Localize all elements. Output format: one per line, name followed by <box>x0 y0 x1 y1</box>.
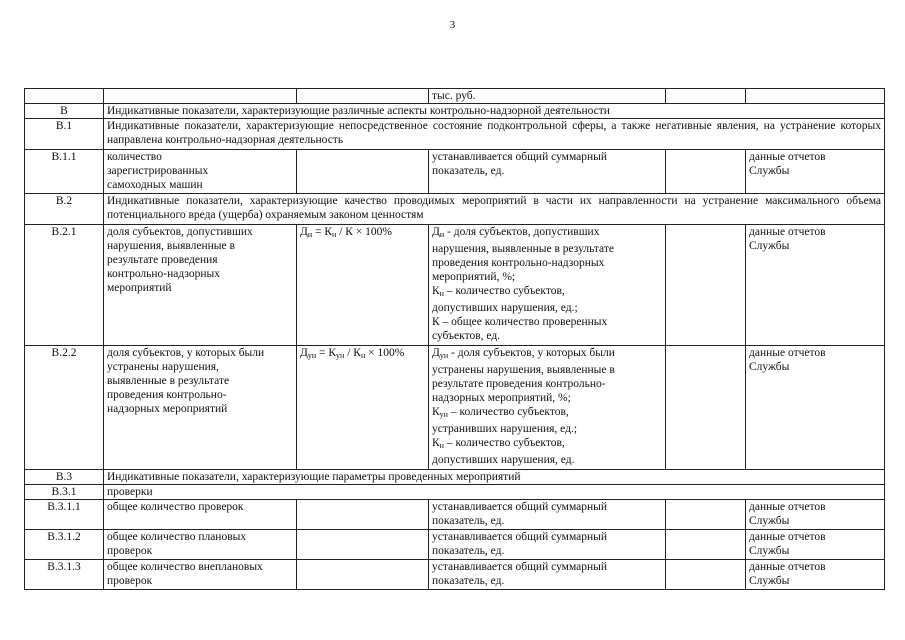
section-code: В.3 <box>25 470 104 485</box>
section-code: В.3.1 <box>25 485 104 500</box>
section-code: В.2 <box>25 194 104 225</box>
indicator-description: $Д_н$ - доля субъектов, допустивших нарушения, выявленные в результате проведения контрольно-надзорных мероприятий, %; $К_н$ – количество субъектов, допустивших нарушения, ед.; К – общее количество проверенных субъектов, ед. <box>429 225 666 346</box>
row-code: В.2.1 <box>25 225 104 346</box>
section-row <box>25 119 885 150</box>
table-row <box>25 89 885 104</box>
section-title: Индикативные показатели, характеризующие качество проводимых мероприятий в части их направленности на устранение максимального объема потенциального вреда (ущерба) охраняемым законом ценностям <box>104 194 885 225</box>
data-source: данные отчетов Службы <box>746 500 885 530</box>
indicator-name: общее количество внеплановых проверок <box>104 560 297 590</box>
formula: $Д_н = К_н / К \times 100\%$ <box>297 225 429 346</box>
data-source: данные отчетов Службы <box>746 530 885 560</box>
indicator-unit: устанавливается общий суммарный показатель, ед. <box>429 560 666 590</box>
indicator-description: $Д_{ун}$ - доля субъектов, у которых были устранены нарушения, выявленные в результате проведения контрольно- надзорных мероприятий, %; $К_{ун}$ – количество субъектов, устранивших нарушения, ед.; $К_н$ – количество субъектов, допустивших нарушения, ед. <box>429 346 666 470</box>
section-title: Индикативные показатели, характеризующие параметры проведенных мероприятий <box>104 470 885 485</box>
table-row <box>25 560 885 590</box>
indicator-unit: устанавливается общий суммарный показатель, ед. <box>429 500 666 530</box>
indicator-name: общее количество плановых проверок <box>104 530 297 560</box>
section-code: В.1 <box>25 119 104 150</box>
table-row <box>25 150 885 194</box>
indicators-table <box>24 88 885 590</box>
row-code: В.3.1.1 <box>25 500 104 530</box>
page-number: 3 <box>449 19 456 31</box>
table-row <box>25 530 885 560</box>
section-row <box>25 194 885 225</box>
row-code: В.2.2 <box>25 346 104 470</box>
section-row <box>25 485 885 500</box>
indicator-name: общее количество проверок <box>104 500 297 530</box>
data-source: данные отчетов Службы <box>746 346 885 470</box>
indicator-unit: устанавливается общий суммарный показатель, ед. <box>429 530 666 560</box>
data-source: данные отчетов Службы <box>746 150 885 194</box>
section-code: В <box>25 104 104 119</box>
table-row <box>25 225 885 346</box>
table-row <box>25 500 885 530</box>
indicator-name: доля субъектов, допустивших нарушения, выявленные в результате проведения контрольно-надзорных мероприятий <box>104 225 297 346</box>
data-source: данные отчетов Службы <box>746 225 885 346</box>
section-row <box>25 470 885 485</box>
section-row <box>25 104 885 119</box>
indicator-unit: устанавливается общий суммарный показатель, ед. <box>429 150 666 194</box>
row-code: В.3.1.3 <box>25 560 104 590</box>
indicator-name: количество зарегистрированных самоходных машин <box>104 150 297 194</box>
formula: $Д_{ун} = К_{ун} / К_н \times 100\%$ <box>297 346 429 470</box>
indicator-name: доля субъектов, у которых были устранены нарушения, выявленные в результате проведения контрольно- надзорных мероприятий <box>104 346 297 470</box>
section-title: Индикативные показатели, характеризующие непосредственное состояние подконтрольной сферы, а также негативные явления, на устранение которых направлена контрольно-надзорная деятельность <box>104 119 885 150</box>
section-title: Индикативные показатели, характеризующие различные аспекты контрольно-надзорной деятельности <box>104 104 885 119</box>
row-code: В.3.1.2 <box>25 530 104 560</box>
data-source: данные отчетов Службы <box>746 560 885 590</box>
unit-cell: тыс. руб. <box>429 89 666 104</box>
row-code: В.1.1 <box>25 150 104 194</box>
section-title: проверки <box>104 485 885 500</box>
table-row <box>25 346 885 470</box>
